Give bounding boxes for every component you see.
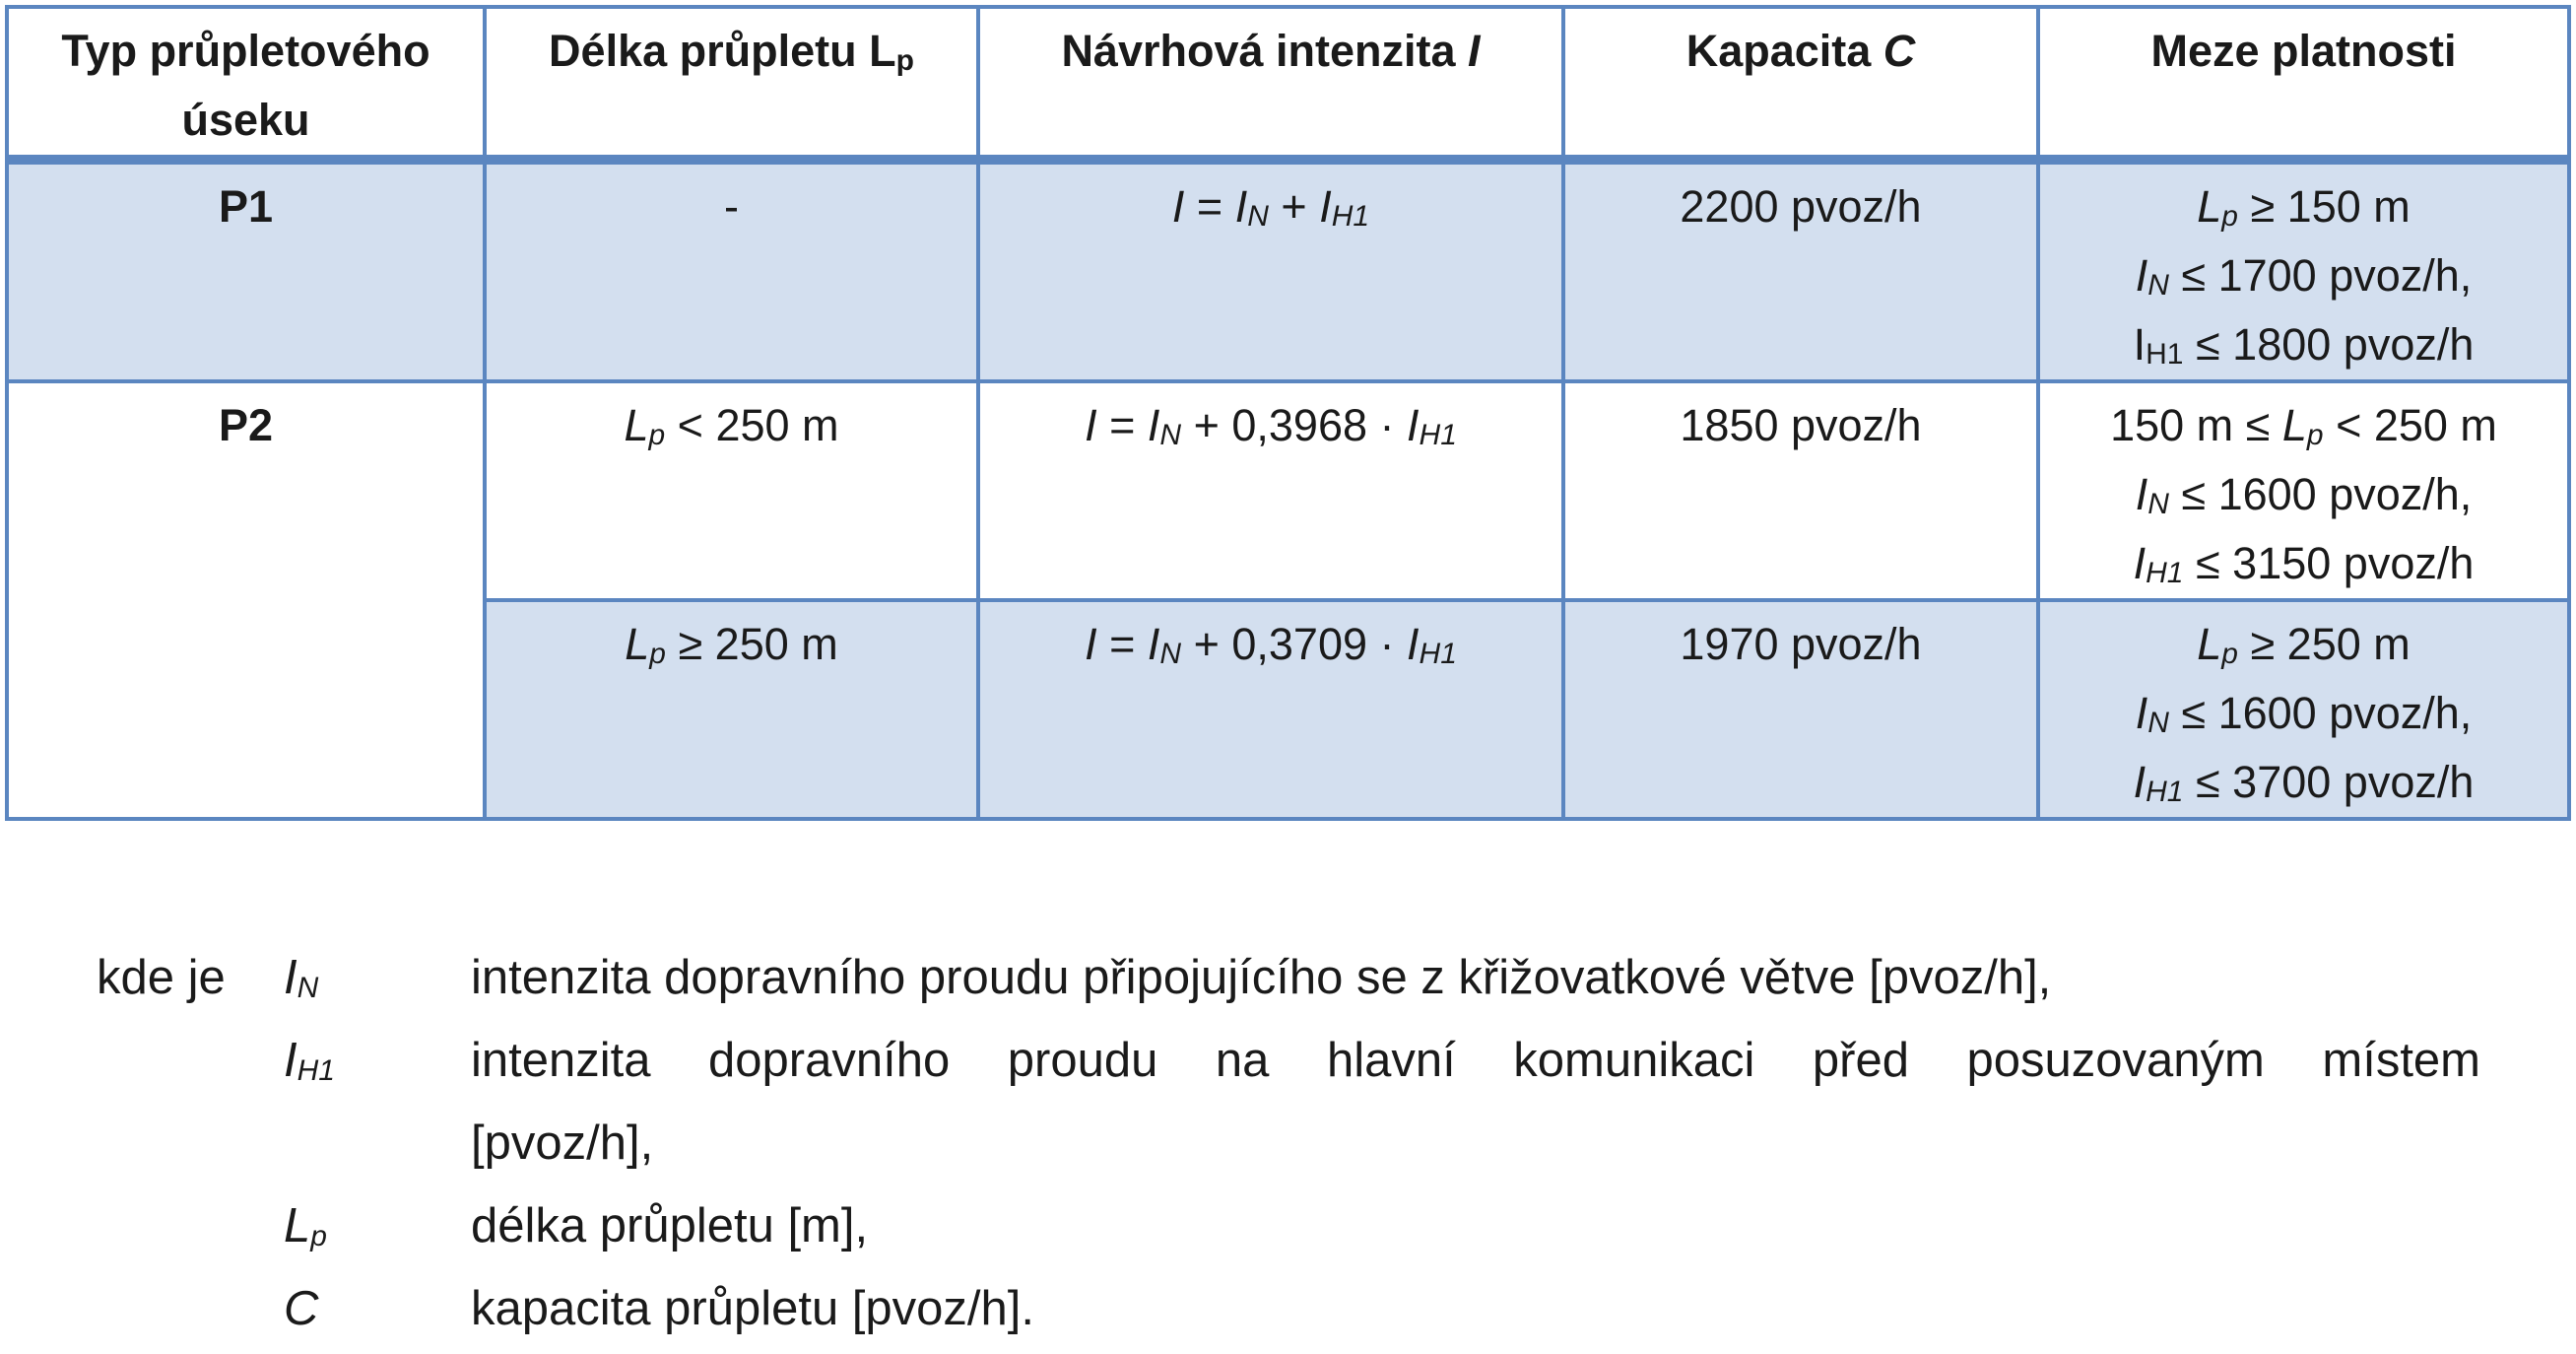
row-type: P2 [7,381,485,819]
table-row [7,160,2569,381]
symbol-legend [97,936,2480,1350]
table-header-row [7,7,2569,160]
capacity-table [5,5,2571,821]
legend-item [97,1267,2480,1350]
legend-symbol: $I_N$ [284,951,319,1004]
legend-description: intenzita dopravního proudu na hlavní komunikaci před posuzovaným místem [pvoz/h], [471,1034,2480,1170]
header-intensity: Návrhová intenzita I [978,7,1563,160]
legend-item [97,1019,2480,1185]
row-intensity: $I = I_N + 0,3968 \cdot I_{H1}$ [978,381,1563,600]
row-capacity: 1850 pvoz/h [1563,381,2038,600]
legend-symbol: $L_p$ [284,1199,327,1252]
row-limits: 150 $m \le L_p < 250$ m $I_N \le 1600$ pvoz/h, $I_{H1} \le 3150$ pvoz/h [2038,381,2569,600]
header-limits: Meze platnosti [2038,7,2569,160]
legend-intro: kde je [97,951,226,1004]
header-length: Délka průpletu $L_p$ [485,7,978,160]
row-intensity: $I = I_N + 0,3709 \cdot I_{H1}$ [978,600,1563,819]
header-capacity: Kapacita C [1563,7,2038,160]
table-row [7,381,2569,600]
row-capacity: 1970 pvoz/h [1563,600,2038,819]
row-capacity: 2200 pvoz/h [1563,160,2038,381]
row-type: P1 [7,160,485,381]
row-length: $L_p \ge 250$ m [485,600,978,819]
row-intensity: $I = I_N + I_{H1}$ [978,160,1563,381]
legend-description: délka průpletu [m], [471,1199,869,1252]
header-type: Typ průpletového úseku [7,7,485,160]
legend-item [97,936,2480,1019]
row-limits: $L_p \ge 250$ m $I_N \le 1600$ pvoz/h, $I_{H1} \le 3700$ pvoz/h [2038,600,2569,819]
row-length: - [485,160,978,381]
legend-description: intenzita dopravního proudu připojujícího se z křižovatkové větve [pvoz/h], [471,951,2052,1004]
legend-item [97,1185,2480,1267]
row-limits: $L_p \ge 150$ m $I_N \le 1700$ pvoz/h, $I_{H1} \le 1800$ pvoz/h [2038,160,2569,381]
legend-symbol: $I_{H1}$ [284,1034,335,1087]
row-length: $L_p < 250$ m [485,381,978,600]
legend-description: kapacita průpletu [pvoz/h]. [471,1282,1035,1335]
legend-symbol: C [284,1282,319,1335]
